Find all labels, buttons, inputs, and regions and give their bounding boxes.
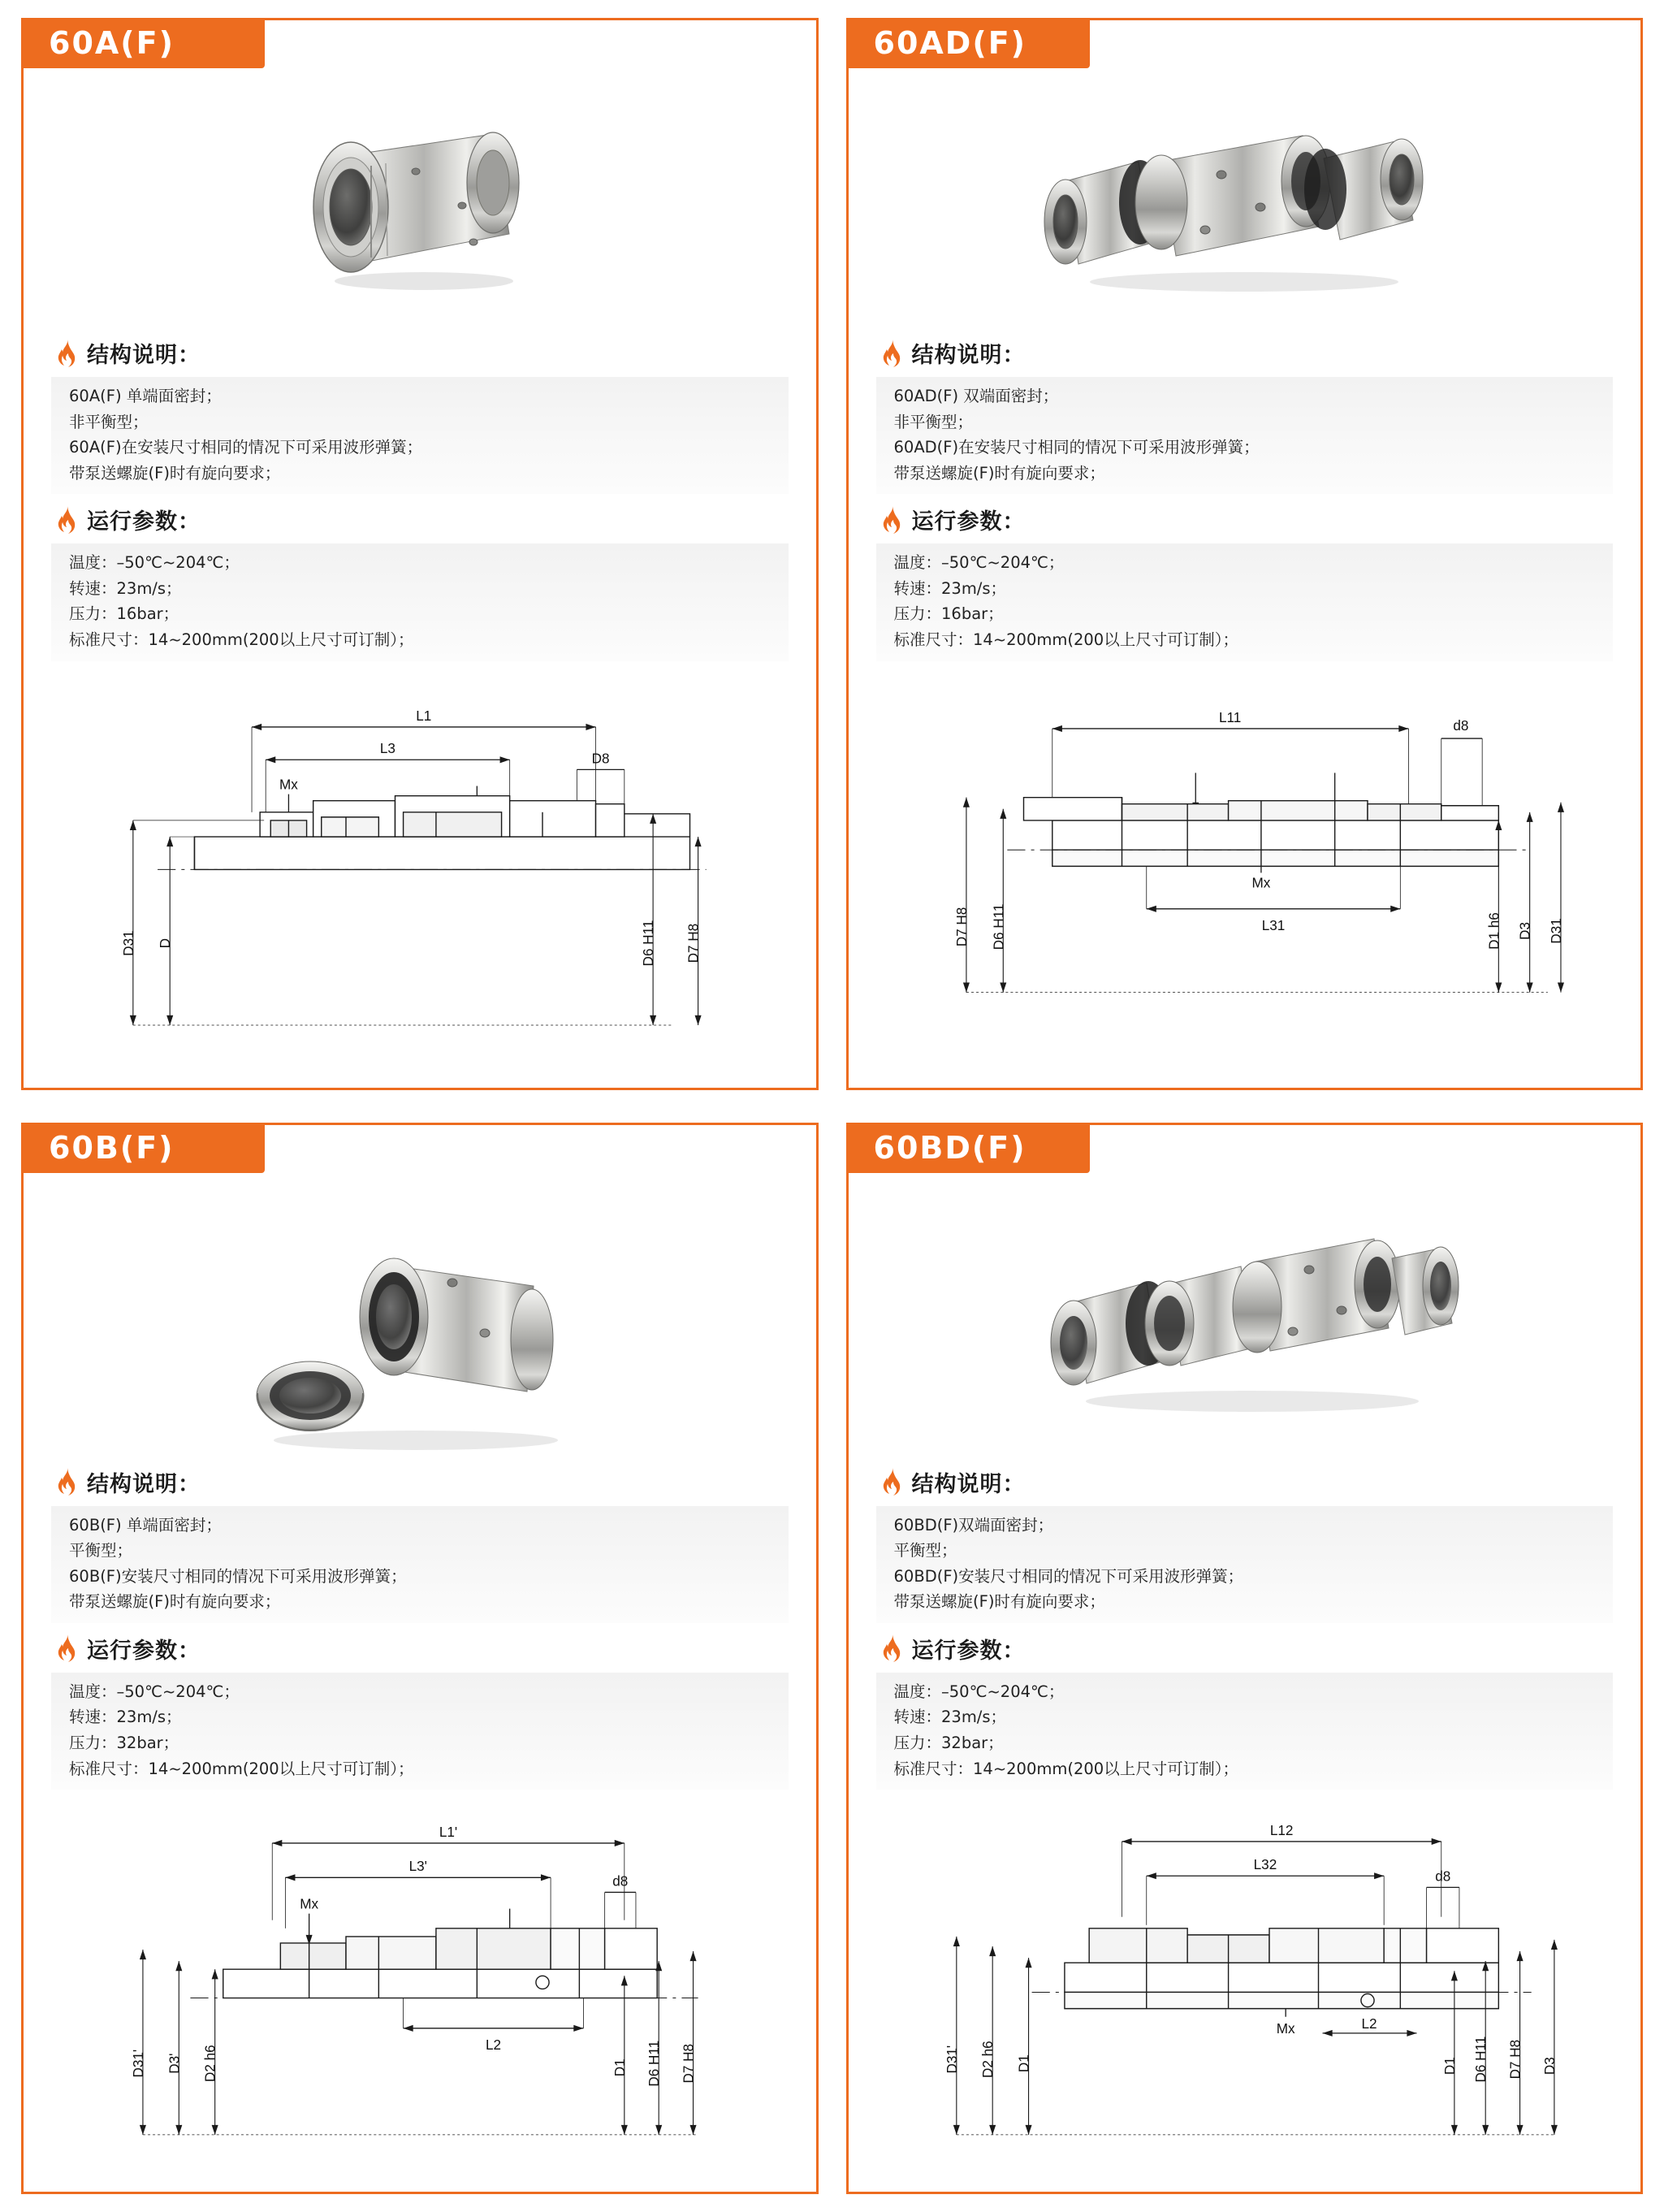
dim-label-d2h6: D2 h6 [979,2041,996,2079]
dim-label-mx: Mx [300,1895,319,1912]
flame-icon [58,340,76,367]
seal-photo-illustration [209,1188,631,1457]
card-body [24,20,816,1088]
structure-line: 带泵送螺旋(F)时有旋向要求； [69,1592,281,1612]
card-body [849,20,1641,1088]
dim-label-d7h8: D7 H8 [953,907,970,946]
params-heading-row [883,1633,1614,1664]
param-line: 温度：–50℃~204℃； [69,553,240,573]
dim-label-l3p: L3' [408,1858,427,1875]
structure-line: 60A(F) 单端面密封； [69,387,222,405]
dim-label-d6h11: D6 H11 [989,903,1006,950]
param-line: 转速：23m/s； [893,1708,1007,1727]
dim-label-d6h11: D6 H11 [646,2040,663,2087]
product-photo-60b [51,1188,789,1457]
seal-photo-illustration [1017,84,1472,319]
card-body [24,1125,816,2193]
product-card-60bd [846,1123,1644,2195]
dim-label-d31: D31 [1547,917,1564,944]
technical-drawing-60bd [876,1804,1614,2175]
dim-label-d2h6: D2 h6 [201,2045,218,2083]
dim-label-d7h8: D7 H8 [680,2044,697,2084]
dim-label-l31: L31 [1261,916,1285,933]
product-photo-60bd [876,1188,1614,1457]
dimension-drawing [876,1804,1614,2175]
card-title: 60B(F) [49,1129,175,1166]
param-line: 温度：–50℃~204℃； [69,1682,240,1701]
param-line: 标准尺寸：14~200mm(200以上尺寸可订制）； [69,630,414,650]
params-heading-row [58,504,789,535]
product-photo-60a [51,84,789,327]
dim-label-d8: d8 [1452,716,1468,734]
structure-heading-row [883,337,1614,369]
dim-label-l11: L11 [1218,708,1241,725]
dim-label-l2: L2 [1360,2015,1377,2032]
dimension-drawing [876,676,1614,1071]
structure-line: 平衡型； [893,1541,957,1561]
dim-label-mx: Mx [279,776,298,793]
flame-icon [883,506,901,534]
card-header-60bd [846,1123,1090,1173]
dim-label-l3: L3 [379,739,395,756]
structure-line: 非平衡型； [69,412,149,431]
dimension-drawing [51,1804,789,2175]
card-title: 60AD(F) [873,25,1027,61]
params-heading-row [58,1633,789,1664]
card-title: 60BD(F) [873,1129,1026,1166]
dim-label-l12: L12 [1269,1821,1293,1838]
dim-label-d6h11: D6 H11 [1472,2036,1489,2083]
dim-label-mx: Mx [1276,2020,1295,2037]
dim-label-l2: L2 [485,2037,502,2054]
param-line: 转速：23m/s； [893,578,1007,598]
param-line: 转速：23m/s； [69,578,182,598]
dim-label-d6h11: D6 H11 [640,920,657,967]
dim-label-d31: D31 [119,930,136,956]
dim-label-d7h8: D7 H8 [685,923,702,963]
structure-line: 60BD(F)双端面密封； [893,1515,1054,1535]
dim-label-l1: L1 [416,707,432,724]
structure-lines [51,1506,789,1623]
params-lines [51,1673,789,1790]
structure-heading-row [58,337,789,369]
dim-label-d3: D3 [1516,921,1533,940]
params-heading-row [883,504,1614,535]
param-line: 标准尺寸：14~200mm(200以上尺寸可订制）； [893,1759,1238,1778]
dim-label-mx: Mx [1251,874,1270,891]
technical-drawing-60a [51,676,789,1071]
seal-photo-illustration [1017,1188,1472,1457]
dim-label-d31p: D31' [129,2049,146,2078]
dim-label-l1p: L1' [439,1824,458,1841]
product-photo-60ad [876,84,1614,327]
structure-line: 60AD(F)在安装尺寸相同的情况下可采用波形弹簧； [893,438,1260,457]
dim-label-d: D [157,937,174,948]
structure-lines [876,1506,1614,1623]
seal-photo-illustration [249,84,590,319]
dim-label-d1h6: D1 h6 [1485,911,1502,950]
product-card-60b [21,1123,819,2195]
card-header-60b [21,1123,265,1173]
dim-label-d8: d8 [612,1872,629,1890]
structure-line: 60AD(F) 双端面密封； [893,387,1059,405]
product-card-60ad [846,18,1644,1090]
params-heading: 运行参数： [87,1638,201,1664]
dim-label-d3p: D3' [166,2053,183,2074]
dim-label-d1: D1 [1441,2057,1458,2076]
dim-label-d1-left: D1 [1015,2054,1032,2073]
dim-label-d8: d8 [1434,1868,1450,1885]
dim-label-d7h8: D7 H8 [1506,2039,1524,2080]
param-line: 压力：16bar； [893,604,1004,624]
param-line: 压力：32bar； [893,1733,1004,1752]
structure-heading-row [883,1466,1614,1498]
flame-icon [883,1634,901,1662]
structure-line: 带泵送螺旋(F)时有旋向要求； [893,1592,1105,1612]
structure-line: 60B(F)安装尺寸相同的情况下可采用波形弹簧； [69,1566,407,1586]
card-body [849,1125,1641,2193]
structure-heading: 结构说明： [911,343,1026,368]
flame-icon [58,506,76,534]
param-line: 标准尺寸：14~200mm(200以上尺寸可订制）； [893,630,1238,650]
dim-label-d3: D3 [1541,2057,1558,2076]
params-lines [876,1673,1614,1790]
dim-label-d8: D8 [591,749,610,766]
dim-label-d31p: D31' [943,2045,960,2074]
structure-line: 60BD(F)安装尺寸相同的情况下可采用波形弹簧； [893,1566,1244,1586]
card-header-60a [21,18,265,68]
flame-icon [58,1634,76,1662]
structure-line: 60A(F)在安装尺寸相同的情况下可采用波形弹簧； [69,438,423,457]
flame-icon [58,1468,76,1496]
params-lines [51,543,789,660]
structure-line: 带泵送螺旋(F)时有旋向要求； [893,463,1105,483]
param-line: 温度：–50℃~204℃； [893,553,1065,573]
card-header-60ad [846,18,1090,68]
param-line: 压力：32bar； [69,1733,179,1752]
structure-lines [51,377,789,494]
params-heading: 运行参数： [911,509,1026,535]
structure-heading: 结构说明： [87,343,201,368]
structure-line: 带泵送螺旋(F)时有旋向要求； [69,463,281,483]
card-title: 60A(F) [49,25,175,61]
params-heading: 运行参数： [87,509,201,535]
params-heading: 运行参数： [911,1638,1026,1664]
dimension-drawing [51,676,789,1071]
flame-icon [883,340,901,367]
structure-heading: 结构说明： [87,1471,201,1497]
param-line: 标准尺寸：14~200mm(200以上尺寸可订制）； [69,1759,414,1778]
technical-drawing-60ad [876,676,1614,1071]
structure-line: 60B(F) 单端面密封； [69,1515,222,1535]
structure-heading: 结构说明： [911,1471,1026,1497]
technical-drawing-60b [51,1804,789,2175]
product-card-60a [21,18,819,1090]
structure-line: 平衡型； [69,1541,133,1561]
structure-lines [876,377,1614,494]
structure-line: 非平衡型； [893,412,974,431]
dim-label-l32: L32 [1253,1856,1277,1873]
param-line: 转速：23m/s； [69,1708,182,1727]
param-line: 压力：16bar； [69,604,179,624]
flame-icon [883,1468,901,1496]
dim-label-d1: D1 [611,2058,628,2077]
param-line: 温度：–50℃~204℃； [893,1682,1065,1701]
structure-heading-row [58,1466,789,1498]
params-lines [876,543,1614,660]
